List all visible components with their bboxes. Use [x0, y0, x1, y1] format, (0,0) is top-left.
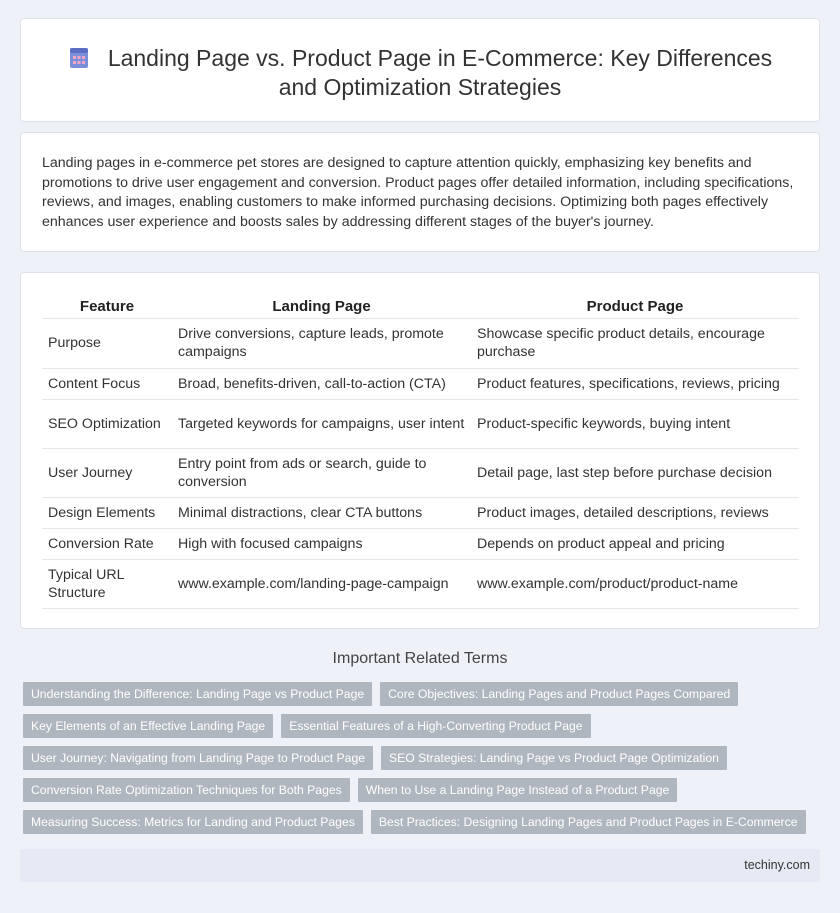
product-cell: Showcase specific product details, encourage purchase: [471, 318, 799, 368]
title-line-2: and Optimization Strategies: [278, 74, 562, 100]
page-title: [21, 44, 819, 102]
table-row: [42, 318, 799, 368]
table-row: [42, 497, 799, 528]
related-terms-list: [23, 682, 813, 842]
table-header-row: [42, 298, 799, 318]
related-term-tag[interactable]: Key Elements of an Effective Landing Page: [23, 714, 273, 738]
table-row: [42, 368, 799, 399]
table-row: [42, 559, 799, 608]
tag-row: [23, 714, 813, 738]
table-row: [42, 399, 799, 448]
related-term-tag[interactable]: Core Objectives: Landing Pages and Product Pages Compared: [380, 682, 738, 706]
related-term-tag[interactable]: SEO Strategies: Landing Page vs Product Page Optimization: [381, 746, 727, 770]
title-card: [20, 18, 820, 122]
landing-cell: Drive conversions, capture leads, promote campaigns: [172, 318, 471, 368]
product-cell: Product features, specifications, reviews, pricing: [471, 368, 799, 399]
product-cell: Depends on product appeal and pricing: [471, 528, 799, 559]
tag-row: [23, 746, 813, 770]
header-landing-page: Landing Page: [172, 298, 471, 318]
footer-brand[interactable]: techiny.com: [744, 858, 810, 872]
feature-cell: Typical URL Structure: [42, 559, 172, 608]
feature-cell: Purpose: [42, 318, 172, 368]
landing-cell: Entry point from ads or search, guide to conversion: [172, 448, 471, 497]
feature-cell: Content Focus: [42, 368, 172, 399]
feature-cell: User Journey: [42, 448, 172, 497]
feature-cell: Conversion Rate: [42, 528, 172, 559]
tag-row: [23, 682, 813, 706]
related-terms-heading: Important Related Terms: [332, 650, 508, 667]
related-term-tag[interactable]: Measuring Success: Metrics for Landing and Product Pages: [23, 810, 363, 834]
landing-cell: www.example.com/landing-page-campaign: [172, 559, 471, 608]
landing-cell: Minimal distractions, clear CTA buttons: [172, 497, 471, 528]
related-term-tag[interactable]: User Journey: Navigating from Landing Page to Product Page: [23, 746, 373, 770]
product-cell: Detail page, last step before purchase decision: [471, 448, 799, 497]
tag-row: [23, 778, 813, 802]
feature-cell: SEO Optimization: [42, 399, 172, 448]
product-cell: Product-specific keywords, buying intent: [471, 399, 799, 448]
product-cell: Product images, detailed descriptions, reviews: [471, 497, 799, 528]
related-term-tag[interactable]: When to Use a Landing Page Instead of a Product Page: [358, 778, 678, 802]
product-cell: www.example.com/product/product-name: [471, 559, 799, 608]
feature-cell: Design Elements: [42, 497, 172, 528]
document-icon: [68, 47, 90, 69]
related-term-tag[interactable]: Understanding the Difference: Landing Page vs Product Page: [23, 682, 372, 706]
table-row: [42, 448, 799, 497]
comparison-table: [42, 298, 799, 609]
intro-card: [20, 132, 820, 252]
table-row: [42, 528, 799, 559]
intro-paragraph: Landing pages in e-commerce pet stores are designed to capture attention quickly, emphasizing key benefits and promotions to drive user engagement and conversion. Product pages offer detailed information, including specifications, reviews, and images, enabling customers to make informed purchasing decisions. Optimizing both pages effectively enhances user experience and boosts sales by addressing different stages of the buyer's journey.: [42, 155, 794, 230]
related-term-tag[interactable]: Conversion Rate Optimization Techniques for Both Pages: [23, 778, 350, 802]
header-feature: Feature: [42, 298, 172, 318]
related-term-tag[interactable]: Essential Features of a High-Converting Product Page: [281, 714, 590, 738]
header-product-page: Product Page: [471, 298, 799, 318]
title-line-1: Landing Page vs. Product Page in E-Commerce: Key Differences: [107, 45, 773, 71]
related-term-tag[interactable]: Best Practices: Designing Landing Pages and Product Pages in E-Commerce: [371, 810, 806, 834]
landing-cell: Broad, benefits-driven, call-to-action (CTA): [172, 368, 471, 399]
comparison-card: [20, 272, 820, 629]
footer: [20, 849, 820, 882]
landing-cell: High with focused campaigns: [172, 528, 471, 559]
tag-row: [23, 810, 813, 834]
landing-cell: Targeted keywords for campaigns, user intent: [172, 399, 471, 448]
